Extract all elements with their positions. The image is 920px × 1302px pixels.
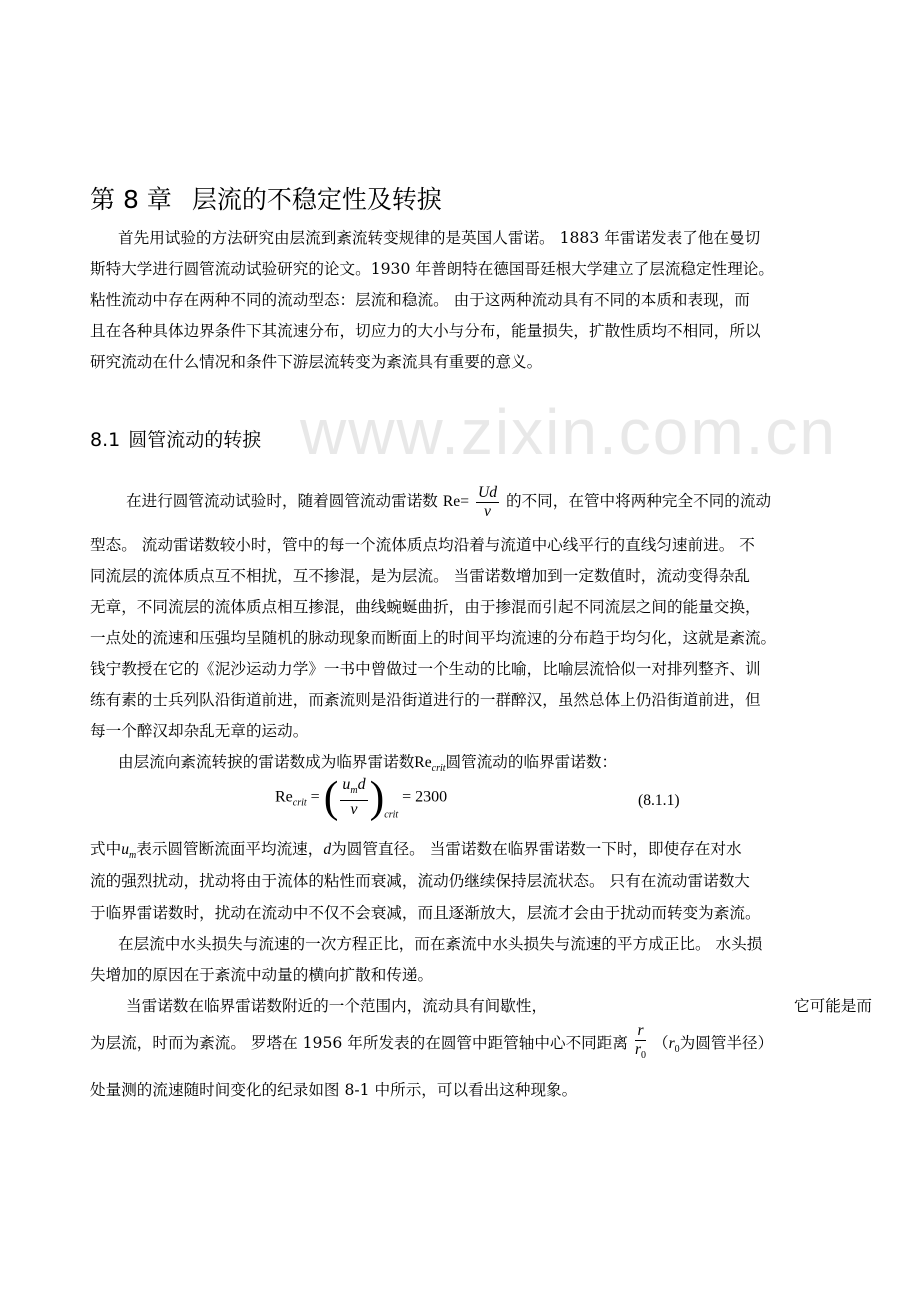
section-title: 圆管流动的转捩 bbox=[128, 429, 262, 451]
section-number: 8.1 bbox=[90, 429, 121, 451]
paragraph-line: 同流层的流体质点互不相扰，互不掺混，是为层流。 当雷诺数增加到一定数值时，流动变得杂乱 bbox=[90, 567, 750, 585]
paragraph-line: 为层流，时而为紊流。 罗塔在 1956 年所发表的在圆管中距管轴中心不同距离 $\frac{r}{r_0}$ （$r_0$为圆管半径） bbox=[90, 1020, 773, 1073]
reynolds-definition-line: 在进行圆管流动试验时，随着圆管流动雷诺数 Re= $\frac{Ud}{\nu}$ 的不同，在管中将两种完全不同的流动 bbox=[126, 483, 772, 520]
intro-line: 且在各种具体边界条件下其流速分布，切应力的大小与分布，能量损失，扩散性质均不相同，所以 bbox=[90, 322, 761, 340]
radius-fraction: $\frac{r}{r_0}$ bbox=[634, 1022, 647, 1062]
paragraph-line: 型态。 流动雷诺数较小时，管中的每一个流体质点均沿着与流道中心线平行的直线匀速前进。 不 bbox=[90, 536, 755, 554]
paragraph-line: 失增加的原因在于紊流中动量的横向扩散和传递。 bbox=[90, 966, 434, 984]
chapter-number: 第 8 章 bbox=[90, 185, 172, 214]
paragraph-line: 它可能是而 bbox=[794, 997, 872, 1015]
reynolds-fraction: $\frac{Ud}{\nu}$ bbox=[477, 483, 498, 520]
section-heading bbox=[90, 425, 261, 452]
equation-8-1-1: $Re_{crit}$ = ( $\frac{u_md}{\nu}$ )$_{crit} = 2300$ bbox=[275, 772, 448, 822]
chapter-heading bbox=[90, 180, 442, 216]
paragraph-line: 练有素的士兵列队沿街道前进，而紊流则是沿街道进行的一群醉汉，虽然总体上仍沿街道前进，但 bbox=[90, 691, 761, 709]
paragraph-line: 钱宁教授在它的《泥沙运动力学》一书中曾做过一个生动的比喻，比喻层流恰似一对排列整齐、训 bbox=[90, 660, 761, 678]
chapter-title: 层流的不稳定性及转捩 bbox=[191, 185, 442, 214]
paragraph-line: 式中$u_m$表示圆管断流面平均流速，d为圆管直径。 当雷诺数在临界雷诺数一下时，即使存在对水 bbox=[90, 840, 742, 862]
paragraph-line: 一点处的流速和压强均呈随机的脉动现象而断面上的时间平均流速的分布趋于均匀化，这就是紊流。 bbox=[90, 629, 777, 647]
equation-fraction: $\frac{u_md}{\nu}$ bbox=[342, 776, 366, 819]
intro-line: 首先用试验的方法研究由层流到紊流转变规律的是英国人雷诺。 1883 年雷诺发表了他在曼切 bbox=[118, 229, 761, 247]
paragraph-line: 处量测的流速随时间变化的纪录如图 8-1 中所示，可以看出这种现象。 bbox=[90, 1081, 578, 1099]
paragraph-line: 于临界雷诺数时，扰动在流动中不仅不会衰减，而且逐渐放大，层流才会由于扰动而转变为紊流。 bbox=[90, 904, 761, 922]
equation-number: (8.1.1) bbox=[638, 792, 680, 809]
critical-reynolds-line: 由层流向紊流转捩的雷诺数成为临界雷诺数$Re_{crit}$圆管流动的临界雷诺数： bbox=[118, 753, 618, 775]
watermark: www.zixin.com.cn bbox=[300, 396, 837, 468]
intro-line: 斯特大学进行圆管流动试验研究的论文。1930 年普朗特在德国哥廷根大学建立了层流稳定性理论。 bbox=[90, 260, 774, 278]
paragraph-line: 无章，不同流层的流体质点相互掺混，曲线蜿蜒曲折，由于掺混而引起不同流层之间的能量交换， bbox=[90, 598, 761, 616]
paragraph-line: 每一个醉汉却杂乱无章的运动。 bbox=[90, 722, 309, 740]
intro-line: 研究流动在什么情况和条件下游层流转变为紊流具有重要的意义。 bbox=[90, 353, 543, 371]
intro-line: 粘性流动中存在两种不同的流动型态：层流和稳流。 由于这两种流动具有不同的本质和表现，而 bbox=[90, 291, 750, 309]
paragraph-line: 流的强烈扰动，扰动将由于流体的粘性而衰减，流动仍继续保持层流状态。 只有在流动雷诺数大 bbox=[90, 872, 750, 890]
paragraph-line: 在层流中水头损失与流速的一次方程正比，而在紊流中水头损失与流速的平方成正比。 水头损 bbox=[118, 935, 763, 953]
paragraph-line: 当雷诺数在临界雷诺数附近的一个范围内，流动具有间歇性， bbox=[126, 997, 548, 1015]
